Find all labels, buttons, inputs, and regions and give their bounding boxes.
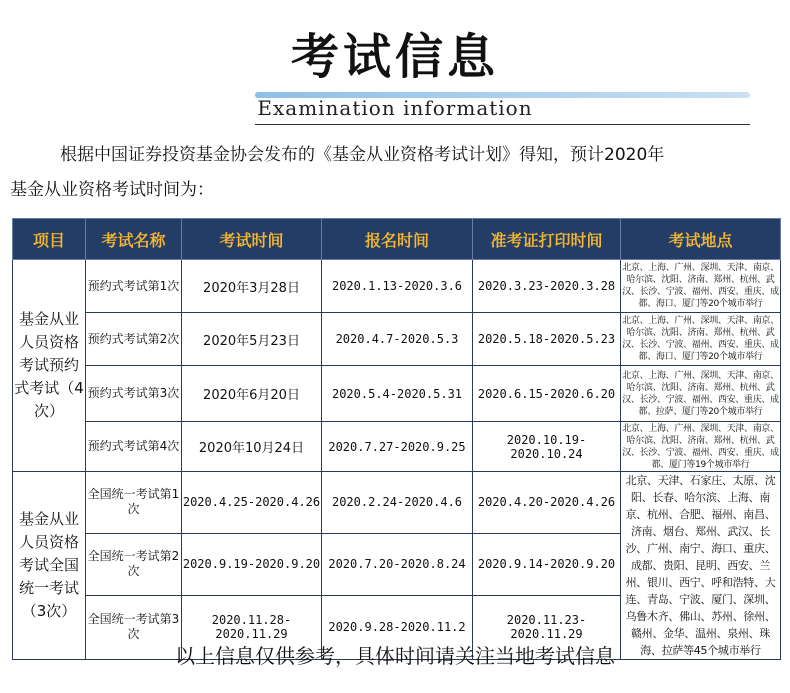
table-row [13, 422, 781, 472]
ticket-print-time-cell: 2020.4.20-2020.4.26 [473, 472, 621, 534]
ticket-print-time-cell: 2020.6.15-2020.6.20 [473, 366, 621, 422]
intro-line-2: 基金从业资格考试时间为： [10, 180, 214, 200]
registration-time-cell: 2020.9.28-2020.11.2 [322, 595, 473, 659]
page-subtitle: Examination information [257, 96, 533, 120]
exam-time-cell: 2020.4.25-2020.4.26 [182, 472, 322, 534]
exam-location-cell: 北京、上海、广州、深圳、天津、南京、哈尔滨、沈阳、济南、郑州、杭州、武汉、长沙、宁波、福州、西安、重庆、成都、拉萨、厦门等20个城市举行 [621, 366, 781, 422]
exam-name-cell: 全国统一考试第2次 [86, 533, 182, 595]
table-row [13, 260, 781, 313]
exam-time-cell: 2020年5月23日 [182, 313, 322, 366]
exam-location-cell: 北京、上海、广州、深圳、天津、南京、哈尔滨、沈阳、济南、郑州、杭州、武汉、长沙、宁波、福州、西安、重庆、成都、海口、厦门等20个城市举行 [621, 313, 781, 366]
exam-name-cell: 预约式考试第3次 [86, 366, 182, 422]
header-exam-location: 考试地点 [621, 219, 781, 260]
header-exam-name: 考试名称 [86, 219, 182, 260]
page-title: 考试信息 [290, 29, 499, 85]
exam-name-cell: 预约式考试第2次 [86, 313, 182, 366]
header-exam-time: 考试时间 [182, 219, 322, 260]
exam-schedule-table [12, 218, 781, 660]
exam-name-cell: 全国统一考试第3次 [86, 595, 182, 659]
ticket-print-time-cell: 2020.10.19-2020.10.24 [473, 422, 621, 472]
header-item: 项目 [13, 219, 86, 260]
subtitle-rule [255, 124, 750, 125]
ticket-print-time-cell: 2020.5.18-2020.5.23 [473, 313, 621, 366]
exam-time-cell: 2020年6月20日 [182, 366, 322, 422]
registration-time-cell: 2020.5.4-2020.5.31 [322, 366, 473, 422]
table-header-row [13, 219, 781, 260]
exam-time-cell: 2020年3月28日 [182, 260, 322, 313]
header-ticket-print-time: 准考证打印时间 [473, 219, 621, 260]
registration-time-cell: 2020.4.7-2020.5.3 [322, 313, 473, 366]
registration-time-cell: 2020.1.13-2020.3.6 [322, 260, 473, 313]
exam-name-cell: 预约式考试第4次 [86, 422, 182, 472]
ticket-print-time-cell: 2020.9.14-2020.9.20 [473, 533, 621, 595]
ticket-print-time-cell: 2020.11.23-2020.11.29 [473, 595, 621, 659]
ticket-print-time-cell: 2020.3.23-2020.3.28 [473, 260, 621, 313]
exam-name-cell: 全国统一考试第1次 [86, 472, 182, 534]
table-row [13, 313, 781, 366]
group-label-national: 基金从业人员资格考试全国统一考试（3次） [13, 472, 86, 660]
exam-location-cell-national: 北京、天津、石家庄、太原、沈阳、长春、哈尔滨、上海、南京、杭州、合肥、福州、南昌、济南、烟台、郑州、武汉、长沙、广州、南宁、海口、重庆、成都、贵阳、昆明、西安、兰州、银川、西宁、呼和浩特、大连、青岛、宁波、厦门、深圳、乌鲁木齐、佛山、苏州、徐州、赣州、金华、温州、泉州、珠海、拉萨等45个城市举行 [621, 472, 781, 660]
exam-time-cell: 2020年10月24日 [182, 422, 322, 472]
exam-location-cell: 北京、上海、广州、深圳、天津、南京、哈尔滨、沈阳、济南、郑州、杭州、武汉、长沙、宁波、福州、西安、重庆、成都、厦门等19个城市举行 [622, 423, 779, 470]
table-row [13, 472, 781, 534]
header-registration-time: 报名时间 [322, 219, 473, 260]
group-label-appointment: 基金从业人员资格考试预约式考试（4次） [13, 260, 86, 472]
footer-note: 以上信息仅供参考，具体时间请关注当地考试信息 [175, 644, 615, 668]
exam-time-cell: 2020.11.28-2020.11.29 [182, 595, 322, 659]
registration-time-cell: 2020.2.24-2020.4.6 [322, 472, 473, 534]
exam-time-cell: 2020.9.19-2020.9.20 [182, 533, 322, 595]
table-row [13, 366, 781, 422]
exam-location-cell: 北京、上海、广州、深圳、天津、南京、哈尔滨、沈阳、济南、郑州、杭州、武汉、长沙、宁波、福州、西安、重庆、成都、海口、厦门等20个城市举行 [621, 260, 781, 313]
registration-time-cell: 2020.7.27-2020.9.25 [322, 422, 473, 472]
exam-name-cell: 预约式考试第1次 [86, 260, 182, 313]
intro-paragraph [10, 138, 780, 208]
intro-line-1: 根据中国证券投资基金协会发布的《基金从业资格考试计划》得知，预计2020年 [60, 145, 665, 165]
registration-time-cell: 2020.7.20-2020.8.24 [322, 533, 473, 595]
